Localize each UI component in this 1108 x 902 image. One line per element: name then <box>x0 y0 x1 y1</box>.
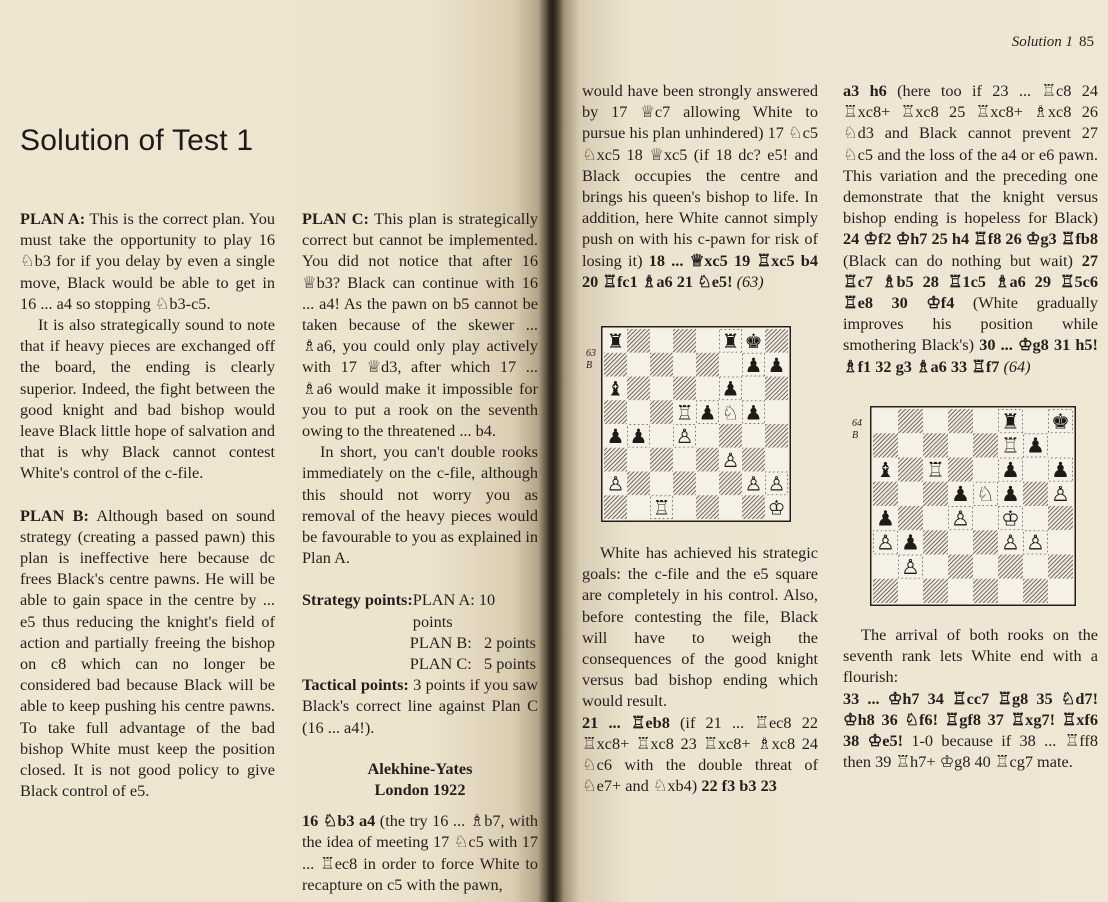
final-moves-text: 1-0 because if 38 ... ♖ff8 then 39 ♖h7+ ♔g8 40 ♖cg7 mate. <box>843 731 1098 772</box>
chess-piece: ♟ <box>744 353 763 377</box>
chess-piece: ♟ <box>721 377 740 401</box>
plan-b-paragraph <box>20 505 275 802</box>
board-square <box>765 377 788 401</box>
chess-piece: ♟ <box>629 425 648 448</box>
board-square <box>1023 409 1048 433</box>
move-21-bold: 21 ... ♖eb8 <box>582 712 670 732</box>
board-square <box>696 329 719 353</box>
game-event <box>302 779 538 800</box>
board-square <box>1048 530 1073 554</box>
chess-piece: ♙ <box>1001 530 1020 555</box>
board-square <box>1048 506 1073 530</box>
board-square <box>627 329 650 353</box>
chess-piece: ♟ <box>1001 457 1020 482</box>
column-2 <box>302 208 538 895</box>
board-square <box>898 482 923 506</box>
board-square <box>650 329 673 353</box>
board-square <box>673 377 696 401</box>
chess-piece: ♟ <box>606 425 625 448</box>
board-square <box>948 530 973 554</box>
board-square <box>1023 506 1048 530</box>
column-3 <box>582 80 818 292</box>
col4-text-1: (here too if 23 ... ♖c8 24 ♖xc8+ ♖xc8 25 ♖xc8+ ♗xc8 26 ♘d3 and Black cannot prevent 27 ♘c5 and the loss of the a4 or e6 pawn. This variation and the preceding one demonstrate that the knight versus bishop ending is hopeless for Black) <box>843 81 1098 228</box>
board-square <box>604 353 627 377</box>
board-square <box>898 458 923 482</box>
board-square <box>948 579 973 603</box>
chess-piece: ♟ <box>951 482 970 507</box>
chess-piece: ♙ <box>675 425 694 448</box>
summary-paragraph: In short, you can't double rooks immediately on the c-file, although this should not worry you as removal of the heavy pieces would be favourable to you as explained in Plan A. <box>302 442 538 568</box>
chess-piece: ♜ <box>721 330 740 353</box>
chess-piece: ♙ <box>767 472 786 496</box>
moves-paragraph <box>302 810 538 895</box>
board-square <box>673 353 696 377</box>
diagram-64-ref: (64) <box>999 356 1031 376</box>
board-square <box>948 433 973 457</box>
board-square <box>719 353 742 377</box>
chess-piece: ♝ <box>606 377 625 401</box>
board-square <box>604 495 627 519</box>
board-square <box>696 472 719 496</box>
board-square <box>765 424 788 448</box>
col4-bold-3: 27 ♖c7 ♗b5 28 ♖1c5 ♗a6 29 ♖5c6 ♖e8 30 ♔f4 <box>843 250 1098 313</box>
board-square <box>873 482 898 506</box>
board-square <box>1048 579 1073 603</box>
board-square <box>1048 433 1073 457</box>
chess-piece: ♙ <box>721 448 740 472</box>
strategy-points-label: Strategy points: <box>302 590 413 610</box>
board-square <box>898 433 923 457</box>
moves-start-bold: 16 ♘b3 a4 <box>302 811 376 831</box>
chess-piece: ♟ <box>1001 482 1020 507</box>
board-square <box>1023 555 1048 579</box>
board-square <box>742 495 765 519</box>
chess-piece: ♝ <box>876 457 895 482</box>
chess-piece: ♙ <box>951 506 970 531</box>
board-square <box>973 579 998 603</box>
board-square <box>650 448 673 472</box>
board-square <box>627 377 650 401</box>
board-square <box>973 409 998 433</box>
board-square <box>1023 579 1048 603</box>
board-square <box>1023 482 1048 506</box>
board-square <box>898 409 923 433</box>
chess-piece: ♟ <box>901 530 920 555</box>
final-moves-bold: 33 ... ♔h7 34 ♖cc7 ♖g8 35 ♘d7! ♔h8 36 ♘f6! ♖gf8 37 ♖xg7! ♖xf6 38 ♔e5! <box>843 688 1098 751</box>
board-square <box>765 329 788 353</box>
score-plan-b: PLAN B: 2 points <box>409 632 536 652</box>
board-square <box>1023 458 1048 482</box>
board-square <box>650 400 673 424</box>
move-22-bold: 22 f3 b3 23 <box>701 776 777 796</box>
board-square <box>923 530 948 554</box>
chess-piece: ♔ <box>1001 506 1020 531</box>
board-square <box>696 353 719 377</box>
chess-piece: ♚ <box>1051 409 1070 434</box>
page-number: 85 <box>1079 34 1094 50</box>
board-square <box>765 400 788 424</box>
board-square <box>898 579 923 603</box>
chess-piece: ♟ <box>1026 433 1045 458</box>
plan-a-text: This is the correct plan. You must take the opportunity to play 16 ♘b3 for if you delay by even a single move, Black would be able to get in 16 ... a4 so stopping ♘b3-c5. <box>20 209 276 313</box>
board-square <box>696 424 719 448</box>
board-square <box>719 424 742 448</box>
running-head-title: Solution 1 <box>1011 34 1073 50</box>
board-square <box>650 472 673 496</box>
board-square <box>948 458 973 482</box>
board-square <box>998 579 1023 603</box>
diagram-63-label <box>586 348 596 372</box>
chess-piece: ♟ <box>744 401 763 425</box>
board-square <box>627 495 650 519</box>
board-square <box>923 433 948 457</box>
board-square <box>650 353 673 377</box>
plan-a-paragraph <box>20 208 275 314</box>
col4-text-2: (Black can do nothing but wait) <box>843 250 1082 270</box>
board-square <box>973 458 998 482</box>
column-4 <box>843 80 1098 377</box>
board-square <box>742 377 765 401</box>
chess-piece: ♜ <box>1001 409 1020 434</box>
after-diagram-63: White has achieved his strategic goals: the c-file and the e5 square are completely in his control. Also, before contesting the file, Black will have to weigh the consequences of the good knight versus bad bishop ending which would result. <box>582 543 818 711</box>
chess-diagram-63 <box>601 326 791 522</box>
continuation-text: would have been strongly answered by 17 ♕c7 allowing White to pursue his plan unhindered) 17 ♘c5 ♘xc5 18 ♕xc5 (if 18 dc? e5! and Black occupies the centre and brings his queen's bishop to life. In addition, here White cannot simply push on with his c-pawn for risk of losing it) <box>582 81 818 270</box>
chess-piece: ♜ <box>606 330 625 353</box>
game-event-text: London 1922 <box>374 780 466 800</box>
final-moves-paragraph <box>843 688 1098 773</box>
board-square <box>1048 555 1073 579</box>
board-square <box>923 409 948 433</box>
column-4-top-paragraph <box>843 80 1098 377</box>
running-head <box>1012 34 1094 51</box>
board-square <box>998 555 1023 579</box>
board-square <box>923 506 948 530</box>
board-square <box>948 555 973 579</box>
board-square <box>673 495 696 519</box>
game-players-text: Alekhine-Yates <box>367 758 473 778</box>
board-square <box>604 448 627 472</box>
diagram-64-side: B <box>852 430 859 441</box>
col4-bold-4: 30 ... ♔g8 31 h5! ♗f1 32 g3 ♗a6 33 ♖f7 <box>843 335 1098 376</box>
board-square <box>973 506 998 530</box>
chess-board-64 <box>870 406 1076 606</box>
plan-c-label: PLAN C: <box>302 209 369 228</box>
board-square <box>873 409 898 433</box>
board-square <box>873 555 898 579</box>
tactical-points-label: Tactical points: <box>302 675 409 695</box>
chess-piece: ♟ <box>1051 457 1070 482</box>
board-square <box>719 495 742 519</box>
board-square <box>873 433 898 457</box>
chess-piece: ♙ <box>1026 530 1045 555</box>
tactical-points <box>302 674 538 738</box>
column-4-lower <box>843 624 1098 772</box>
board-square <box>973 530 998 554</box>
plan-b-label: PLAN B: <box>20 505 89 525</box>
board-square <box>604 400 627 424</box>
board-square <box>673 472 696 496</box>
strategy-paragraph: It is also strategically sound to note that if heavy pieces are exchanged off the board, the ending is clearly superior. Indeed, the fight between the good knight and bad bishop would leave Black little hope of salvation and that is why Black cannot contest White's control of the c-file. <box>20 315 275 483</box>
board-square <box>650 424 673 448</box>
board-square <box>696 448 719 472</box>
board-square <box>627 400 650 424</box>
board-square <box>873 579 898 603</box>
move-21-text: (if 21 ... ♖ec8 22 ♖xc8+ ♖xc8 23 ♖xc8+ ♗xc8 24 ♘c6 with the double threat of ♘e7+ and ♘xb4) <box>582 712 818 796</box>
book-gutter <box>538 0 564 902</box>
col4-bold-1: a3 h6 <box>843 81 887 100</box>
board-square <box>742 424 765 448</box>
col4-bold-2: 24 ♔f2 ♔h7 25 h4 ♖f8 26 ♔g3 ♖fb8 <box>843 229 1098 249</box>
board-square <box>673 448 696 472</box>
plan-a-label: PLAN A: <box>20 209 86 228</box>
board-square <box>696 495 719 519</box>
board-square <box>973 555 998 579</box>
chess-piece: ♚ <box>744 330 763 353</box>
tactical-points-text: 3 points if you saw Black's correct line against Plan C (16 ... a4!). <box>302 675 538 737</box>
score-plan-a: PLAN A: 10 points <box>412 590 496 631</box>
continuation-bold: 18 ... ♕xc5 19 ♖xc5 b4 20 ♖fc1 ♗a6 21 ♘e5! <box>582 250 818 291</box>
board-square <box>948 409 973 433</box>
plan-c-paragraph <box>302 208 538 441</box>
chess-piece: ♙ <box>606 472 625 496</box>
diagram-63-side: B <box>586 360 593 371</box>
plan-c-text: This plan is strategically correct but cannot be implemented. You did not notice that after 16 ♕b3? Black can continue with 16 ... a4! As the pawn on b5 cannot be taken because of the skewer ... ♗a6, you could only play actively with 17 ♕d3, after which 17 ... ♗a6 would make it impossible for you to put a rook on the seventh owing to the threatened ... b4. <box>302 209 538 441</box>
diagram-63-number: 63 <box>586 348 596 359</box>
board-square <box>719 472 742 496</box>
diagram-64-number: 64 <box>852 418 862 429</box>
chess-piece: ♙ <box>876 530 895 555</box>
strategy-points <box>302 589 538 674</box>
chess-piece: ♘ <box>976 482 995 507</box>
chess-piece: ♘ <box>721 401 740 425</box>
board-square <box>973 433 998 457</box>
chess-piece: ♟ <box>767 353 786 377</box>
chess-piece: ♙ <box>744 472 763 496</box>
moves-start-text: (the try 16 ... ♗b7, with the idea of meeting 17 ♘c5 with 17 ... ♖ec8 in order to force White to recapture on c5 with the pawn, <box>302 811 538 894</box>
board-square <box>898 506 923 530</box>
chess-piece: ♙ <box>1051 482 1070 507</box>
game-players <box>302 758 538 779</box>
diagram-64-label <box>852 418 862 442</box>
chess-piece: ♙ <box>901 554 920 579</box>
chess-board-63 <box>601 326 791 522</box>
board-square <box>627 448 650 472</box>
board-square <box>627 353 650 377</box>
board-square <box>923 482 948 506</box>
chess-piece: ♖ <box>1001 433 1020 458</box>
chess-piece: ♖ <box>652 496 671 520</box>
board-square <box>627 472 650 496</box>
chess-piece: ♖ <box>675 401 694 425</box>
board-square <box>923 555 948 579</box>
board-square <box>765 448 788 472</box>
board-square <box>650 377 673 401</box>
chess-piece: ♟ <box>698 401 717 425</box>
board-square <box>673 329 696 353</box>
board-square <box>742 448 765 472</box>
move-21-paragraph <box>582 712 818 797</box>
score-plan-c: PLAN C: 5 points <box>409 654 536 674</box>
diagram-63-ref: (63) <box>732 271 764 291</box>
after-diagram-64: The arrival of both rooks on the seventh rank lets White end with a flourish: <box>843 625 1098 687</box>
board-square <box>696 377 719 401</box>
chess-piece: ♖ <box>926 457 945 482</box>
chess-diagram-64 <box>870 406 1076 606</box>
board-square <box>923 579 948 603</box>
page-title: Solution of Test 1 <box>20 124 254 157</box>
col4-text-3: (White gradually improves his position while smothering Black's) <box>843 293 1098 355</box>
continuation-paragraph <box>582 80 818 292</box>
column-1 <box>20 208 275 801</box>
chess-piece: ♔ <box>767 496 786 520</box>
plan-b-text: Although based on sound strategy (creating a passed pawn) this plan is ineffective here because dc frees Black's centre pawns. He will be able to gain space in the centre by ... e5 thus reducing the knight's field of action and partially freeing the bishop on c8 which can no longer be considered bad because Black will be able to keep pushing his centre pawns. To take full advantage of the bad bishop White must keep the position closed. It is not good policy to give Black control of e5. <box>20 505 276 801</box>
column-3-lower <box>582 542 818 796</box>
chess-piece: ♟ <box>876 506 895 531</box>
